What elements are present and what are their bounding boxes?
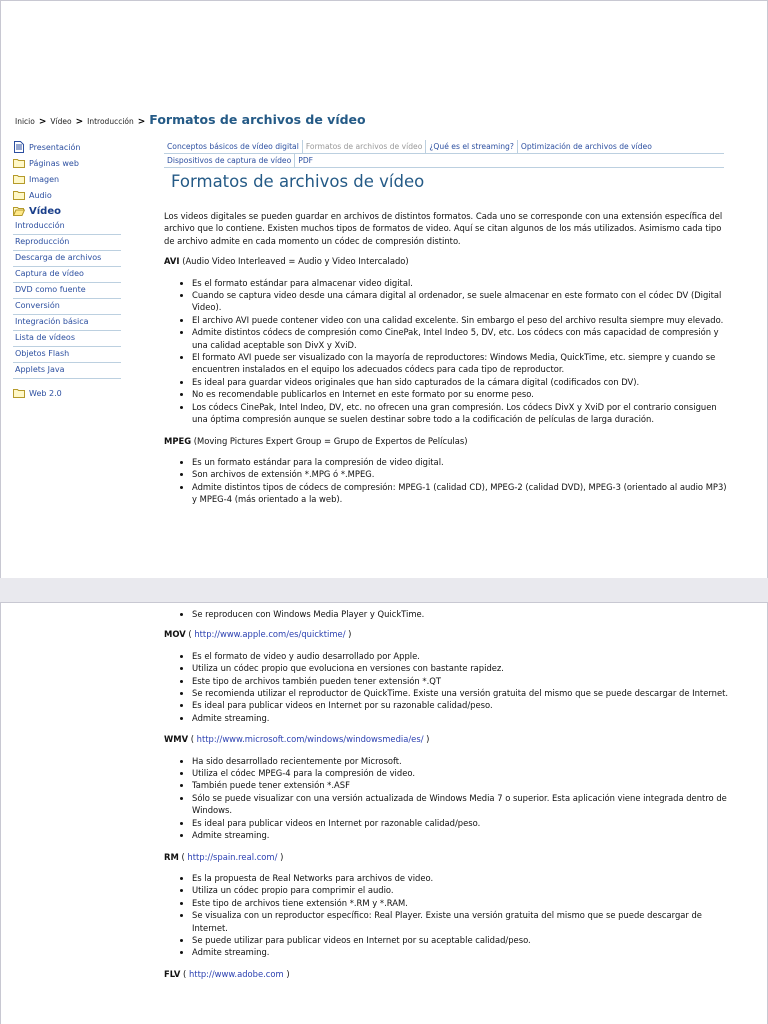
wmv-list [164, 755, 734, 842]
sidebar-subitem-objetos-flash[interactable]: Objetos Flash [13, 347, 121, 363]
format-name: MOV [164, 629, 186, 640]
main-content-continued [164, 608, 734, 980]
list-item: • Ha sido desarrollado recientemente por Microsoft. [192, 755, 734, 767]
wmv-link[interactable]: http://www.microsoft.com/windows/windowsmedia/es/ [196, 734, 424, 745]
folder-icon [13, 190, 25, 200]
list-item: • Es un formato estándar para la compresión de video digital. [192, 456, 734, 468]
sidebar-item-label: Presentación [29, 142, 81, 152]
open-folder-icon [13, 206, 25, 216]
sidebar-item-web20[interactable] [13, 385, 121, 401]
list-item: • Es ideal para guardar videos originales que han sido capturados de la cámara digital (codificados con DV). [192, 376, 734, 388]
mpeg-list-continued [164, 608, 734, 620]
format-description: (Audio Video Interleaved = Audio y Video Intercalado) [182, 256, 409, 267]
format-name: MPEG [164, 435, 192, 446]
mov-link[interactable]: http://www.apple.com/es/quicktime/ [194, 629, 346, 640]
folder-icon [13, 174, 25, 184]
sidebar-subitem-lista-videos[interactable]: Lista de vídeos [13, 331, 121, 347]
breadcrumb-intro[interactable]: Introducción [87, 117, 134, 126]
sidebar-item-audio[interactable] [13, 187, 121, 203]
list-item: • Admite streaming. [192, 712, 734, 724]
breadcrumb-separator: > [137, 117, 146, 127]
tab-pdf[interactable]: PDF [298, 156, 314, 165]
sidebar-item-video[interactable] [13, 203, 121, 219]
list-item: • Se reproducen con Windows Media Player y QuickTime. [192, 608, 734, 620]
tabs-row [164, 154, 724, 168]
list-item: • Se visualiza con un reproductor específico: Real Player. Existe una versión gratuita del mismo que se puede descargar de Internet. [192, 909, 734, 934]
list-item: • Es el formato de video y audio desarrollado por Apple. [192, 650, 734, 662]
list-item: • Admite distintos tipos de códecs de compresión: MPEG-1 (calidad CD), MPEG-2 (calidad DVD), MPEG-3 (orientado al audio MP3) y MPEG-4 (más orientado a la web). [192, 481, 734, 506]
sidebar-item-label: Web 2.0 [29, 388, 62, 398]
list-item: • Cuando se captura video desde una cámara digital al ordenador, se suele almacenar en este formato con el códec DV (Digital Video). [192, 289, 734, 314]
rm-list [164, 872, 734, 959]
breadcrumb [15, 112, 366, 127]
avi-heading [164, 255, 734, 267]
list-item: • Son archivos de extensión *.MPG ó *.MPEG. [192, 468, 734, 480]
format-name: AVI [164, 256, 180, 267]
sidebar-item-label: Vídeo [29, 205, 61, 217]
document-page-2 [0, 602, 768, 1024]
list-item: • Se recomienda utilizar el reproductor de QuickTime. Existe una versión gratuita del mismo que se puede descargar de Internet. [192, 687, 734, 699]
wmv-heading: WMV ( http://www.microsoft.com/windows/windowsmedia/es/ ) [164, 734, 430, 745]
list-item: • No es recomendable publicarlos en Internet en este formato por su enorme peso. [192, 388, 734, 400]
list-item: • Es ideal para publicar videos en Internet por razonable calidad/peso. [192, 817, 734, 829]
format-description: (Moving Pictures Expert Group = Grupo de Expertos de Películas) [193, 435, 468, 446]
sidebar-subitem-conversion[interactable]: Conversión [13, 299, 121, 315]
list-item: • Es la propuesta de Real Networks para archivos de video. [192, 872, 734, 884]
mpeg-heading [164, 435, 734, 447]
list-item: • También puede tener extensión *.ASF [192, 779, 734, 791]
sidebar-item-paginas-web[interactable] [13, 155, 121, 171]
list-item: • Admite streaming. [192, 946, 734, 958]
sidebar-subitem-applets-java[interactable]: Applets Java [13, 363, 121, 379]
list-item: • Utiliza el códec MPEG-4 para la compresión de video. [192, 767, 734, 779]
avi-list [164, 277, 734, 426]
sidebar-item-label: Páginas web [29, 158, 79, 168]
rm-link[interactable]: http://spain.real.com/ [187, 851, 278, 862]
breadcrumb-separator: > [38, 117, 47, 127]
list-item: • El formato AVI puede ser visualizado con la mayoría de reproductores: Windows Media, QuickTime, etc. siempre y cuando se encuentren instalados en el equipo los adecuados códecs para cada tipo de reproductor. [192, 351, 734, 376]
list-item: • Se puede utilizar para publicar videos en Internet por su aceptable calidad/peso. [192, 934, 734, 946]
document-icon [13, 141, 25, 153]
sidebar-subitem-introduccion[interactable]: Introducción [13, 219, 121, 235]
tab-conceptos-basicos[interactable]: Conceptos básicos de vídeo digital [164, 140, 303, 153]
format-name: RM [164, 851, 179, 862]
intro-paragraph: Los videos digitales se pueden guardar en archivos de distintos formatos. Cada uno se corresponde con una extensión específica del archivo que lo contiene. Existen muchos tipos de formatos de video. Aquí se citan algunos de los más utilizados. Asimismo cada tipo de archivo admite en cada momento un códec de compresión distinto. [164, 211, 723, 246]
tab-streaming[interactable]: ¿Qué es el streaming? [426, 140, 518, 153]
sidebar-subitem-reproduccion[interactable]: Reproducción [13, 235, 121, 251]
sidebar-subitem-captura[interactable]: Captura de vídeo [13, 267, 121, 283]
sidebar-subitem-descarga[interactable]: Descarga de archivos [13, 251, 121, 267]
folder-icon [13, 158, 25, 168]
sidebar-item-presentacion[interactable] [13, 139, 121, 155]
sidebar-item-label: Imagen [29, 174, 60, 184]
flv-link[interactable]: http://www.adobe.com [188, 968, 284, 979]
format-name: WMV [164, 734, 189, 745]
tab-formatos-current: Formatos de archivos de vídeo [303, 140, 427, 153]
main-content [164, 171, 734, 506]
folder-icon [13, 388, 25, 398]
flv-heading: FLV ( http://www.adobe.com ) [164, 968, 290, 979]
breadcrumb-home[interactable]: Inicio [15, 117, 35, 126]
list-item: • Utiliza un códec propio para comprimir el audio. [192, 884, 734, 896]
mov-heading: MOV ( http://www.apple.com/es/quicktime/ ) [164, 629, 352, 640]
sidebar-subitem-integracion[interactable]: Integración básica [13, 315, 121, 331]
list-item: • Es ideal para publicar videos en Internet por su razonable calidad/peso. [192, 699, 734, 711]
mov-list [164, 650, 734, 724]
breadcrumb-current: Formatos de archivos de vídeo [149, 112, 366, 127]
sidebar-item-imagen[interactable] [13, 171, 121, 187]
list-item: • Sólo se puede visualizar con una versión actualizada de Windows Media 7 o superior. Esta aplicación viene integrada dentro de Windows. [192, 792, 734, 817]
list-item: • Este tipo de archivos tiene extensión *.RM y *.RAM. [192, 897, 734, 909]
list-item: • Los códecs CinePak, Intel Indeo, DV, etc. no ofrecen una gran compresión. Los códecs DivX y XviD por el contrario consiguen una óptima compresión aunque se suelen destinar sobre todo a la codificación de películas de larga duración. [192, 401, 734, 426]
breadcrumb-separator: > [75, 117, 84, 127]
tabs-row [164, 140, 724, 154]
sidebar-item-label: Audio [29, 190, 52, 200]
sidebar-subitem-dvd[interactable]: DVD como fuente [13, 283, 121, 299]
breadcrumb-video[interactable]: Vídeo [50, 117, 72, 126]
list-item: • El archivo AVI puede contener video con una calidad excelente. Sin embargo el peso del archivo resulta siempre muy elevado. [192, 314, 734, 326]
sidebar [13, 139, 121, 401]
list-item: • Es el formato estándar para almacenar video digital. [192, 277, 734, 289]
page-title: Formatos de archivos de vídeo [171, 172, 425, 191]
tab-dispositivos[interactable]: Dispositivos de captura de vídeo [164, 154, 295, 167]
list-item: • Admite streaming. [192, 829, 734, 841]
list-item: • Admite distintos códecs de compresión como CinePak, Intel Indeo 5, DV, etc. Los códecs con más capacidad de compresión y una calidad aceptable son DivX y XviD. [192, 326, 734, 351]
format-name: FLV [164, 968, 181, 979]
mpeg-list [164, 456, 734, 506]
list-item: • Este tipo de archivos también pueden tener extensión *.QT [192, 675, 734, 687]
list-item: • Utiliza un códec propio que evoluciona en versiones con bastante rapidez. [192, 662, 734, 674]
section-tabs [164, 140, 724, 168]
rm-heading: RM ( http://spain.real.com/ ) [164, 851, 284, 862]
tab-optimizacion[interactable]: Optimización de archivos de vídeo [520, 142, 652, 151]
